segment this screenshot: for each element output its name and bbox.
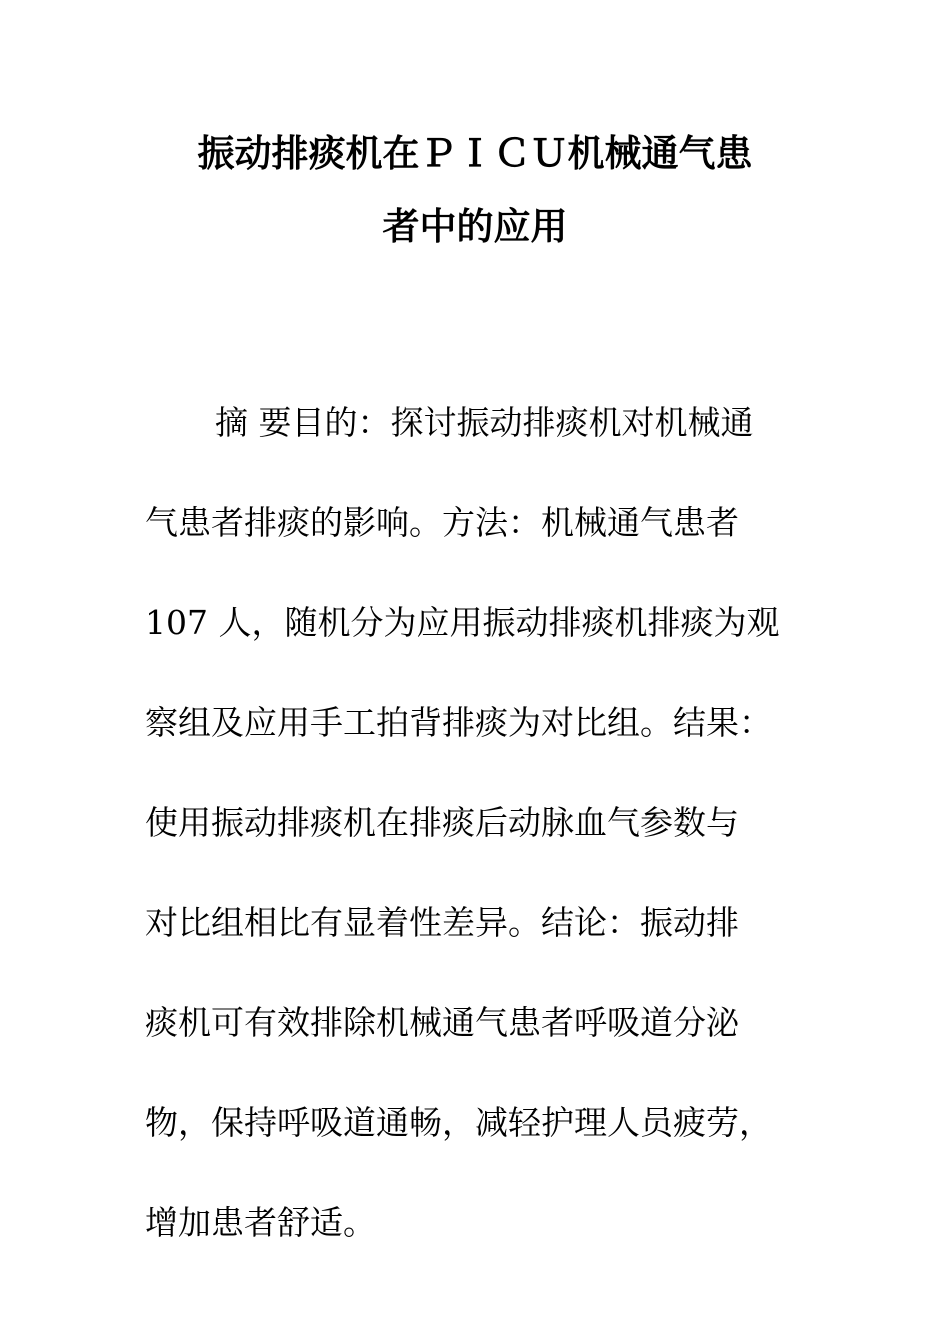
abstract-line-8: 物，保持呼吸道通畅，减轻护理人员疲劳，	[145, 1103, 772, 1142]
abstract-line-9: 增加患者舒适。	[145, 1203, 376, 1242]
abstract-paragraph	[145, 373, 810, 1273]
abstract-line-1: 摘 要目的：探讨振动排痰机对机械通	[215, 403, 754, 442]
abstract-line-3: 107 人，随机分为应用振动排痰机排痰为观	[145, 603, 780, 642]
title-line-2: 者中的应用	[382, 205, 568, 248]
title-line-1: 振动排痰机在ＰＩＣＵ机械通气患	[197, 132, 753, 175]
abstract-line-5: 使用振动排痰机在排痰后动脉血气参数与	[145, 803, 739, 842]
abstract-line-7: 痰机可有效排除机械通气患者呼吸道分泌	[145, 1003, 739, 1042]
abstract-line-2: 气患者排痰的影响。方法：机械通气患者	[145, 503, 739, 542]
abstract-line-4: 察组及应用手工拍背排痰为对比组。结果：	[145, 703, 772, 742]
abstract-line-6: 对比组相比有显着性差异。结论：振动排	[145, 903, 739, 942]
